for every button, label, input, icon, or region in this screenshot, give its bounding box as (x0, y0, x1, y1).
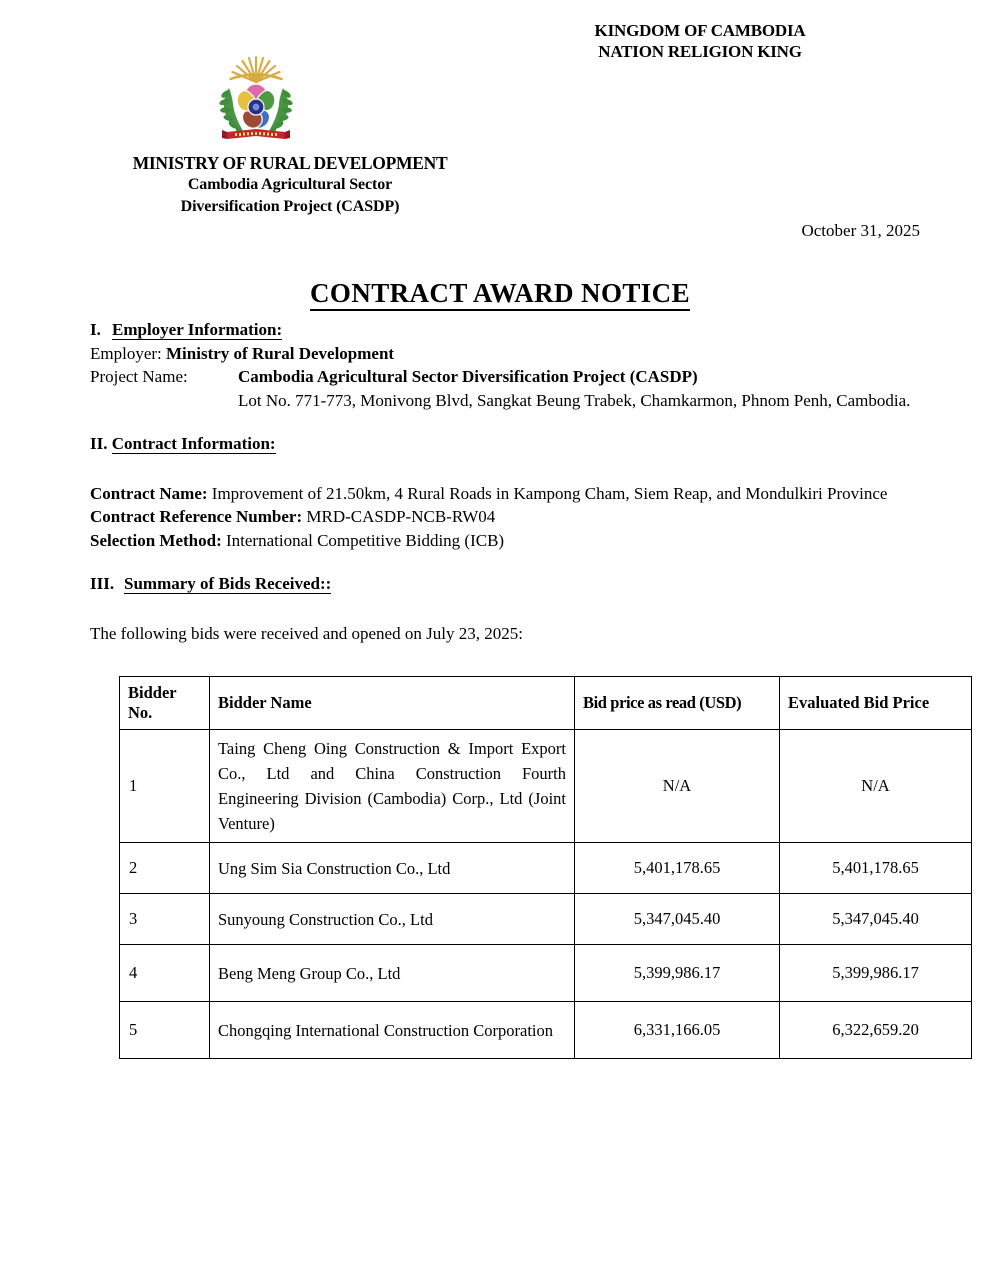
table-row (120, 894, 972, 945)
column-header-bid-price-as-read: Bid price as read (USD) (575, 677, 780, 730)
contract-name-value: Improvement of 21.50km, 4 Rural Roads in Kampong Cham, Siem Reap, and Mondulkiri Province (211, 483, 888, 503)
page-title (0, 278, 1000, 309)
table-body (120, 730, 972, 1059)
page-title-text: CONTRACT AWARD NOTICE (310, 278, 690, 311)
contract-name-row (90, 482, 910, 506)
project-name-value: Cambodia Agricultural Sector Diversification Project (CASDP) (238, 367, 698, 386)
project-name-row (90, 365, 920, 389)
project-name-label: Project Name: (90, 367, 188, 386)
cell-bidder-name: Sunyoung Construction Co., Ltd (210, 894, 575, 945)
section-3-title: Summary of Bids Received:: (124, 574, 332, 593)
cell-bidder-name: Chongqing International Construction Corporation (210, 1002, 575, 1059)
cell-bid-price-as-read: 5,399,986.17 (575, 945, 780, 1002)
cell-evaluated-bid-price: N/A (780, 730, 972, 843)
cell-bid-price-as-read: N/A (575, 730, 780, 843)
section-2-title: Contract Information: (111, 434, 276, 453)
section-1-heading (90, 318, 920, 342)
document-date: October 31, 2025 (801, 221, 920, 240)
contract-reference-value: MRD-CASDP-NCB-RW04 (306, 507, 496, 526)
bids-intro-text: The following bids were received and opened on July 23, 2025: (90, 623, 523, 643)
cell-bidder-no: 1 (120, 730, 210, 843)
cell-bidder-no: 5 (120, 1002, 210, 1059)
project-name-line-1: Cambodia Agricultural Sector (187, 176, 393, 193)
project-name-line-2: Diversification Project (CASDP) (180, 198, 400, 215)
kingdom-header (500, 20, 900, 62)
cell-evaluated-bid-price: 6,322,659.20 (780, 1002, 972, 1059)
cell-evaluated-bid-price: 5,401,178.65 (780, 843, 972, 894)
employer-value: Ministry of Rural Development (166, 343, 395, 363)
table-row (120, 730, 972, 843)
cell-bid-price-as-read: 5,347,045.40 (575, 894, 780, 945)
cell-bidder-no: 3 (120, 894, 210, 945)
column-header-bidder-no-line2: No. (128, 703, 153, 722)
section-2-number: II. (90, 434, 108, 453)
column-header-bidder-name: Bidder Name (210, 677, 575, 730)
contract-reference-row (90, 505, 920, 529)
kingdom-line-2: NATION RELIGION KING (598, 42, 802, 61)
employer-address: Lot No. 771-773, Monivong Blvd, Sangkat Beung Trabek, Chamkarmon, Phnom Penh, Cambodia. (238, 390, 911, 410)
cell-bidder-name: Ung Sim Sia Construction Co., Ltd (210, 843, 575, 894)
employer-label: Employer: (90, 343, 162, 363)
selection-method-row (90, 529, 920, 553)
table-row (120, 843, 972, 894)
employer-row (90, 342, 920, 366)
ministry-header (95, 152, 485, 218)
cambodia-ministry-emblem-icon (213, 52, 299, 144)
contract-name-label: Contract Name: (90, 483, 208, 503)
section-2-heading (90, 432, 920, 456)
section-3-heading (90, 572, 920, 596)
section-1-number: I. (90, 320, 101, 339)
table-header-row (120, 677, 972, 730)
cell-bidder-name: Taing Cheng Oing Construction & Import Export Co., Ltd and China Construction Fourth Engineering Division (Cambodia) Corp., Ltd (Joint Venture) (210, 730, 575, 843)
cell-bid-price-as-read: 6,331,166.05 (575, 1002, 780, 1059)
selection-method-value: International Competitive Bidding (ICB) (225, 530, 505, 550)
cell-bidder-no: 2 (120, 843, 210, 894)
cell-bidder-name: Beng Meng Group Co., Ltd (210, 945, 575, 1002)
cell-evaluated-bid-price: 5,347,045.40 (780, 894, 972, 945)
column-header-evaluated-bid-price: Evaluated Bid Price (780, 677, 972, 730)
section-3-number: III. (90, 574, 115, 593)
table-header (120, 677, 972, 730)
column-header-bidder-no-line1: Bidder (128, 683, 177, 702)
kingdom-line-1: KINGDOM OF CAMBODIA (594, 21, 806, 40)
cell-bid-price-as-read: 5,401,178.65 (575, 843, 780, 894)
ministry-name: MINISTRY OF RURAL DEVELOPMENT (132, 153, 448, 173)
table-row (120, 945, 972, 1002)
cell-evaluated-bid-price: 5,399,986.17 (780, 945, 972, 1002)
table-row (120, 1002, 972, 1059)
cell-bidder-no: 4 (120, 945, 210, 1002)
selection-method-label: Selection Method: (90, 530, 222, 550)
bids-summary-table (119, 676, 972, 1059)
section-1-title: Employer Information: (112, 320, 283, 339)
contract-reference-label: Contract Reference Number: (90, 507, 303, 526)
document-body (90, 318, 920, 645)
column-header-bidder-no (120, 677, 210, 730)
